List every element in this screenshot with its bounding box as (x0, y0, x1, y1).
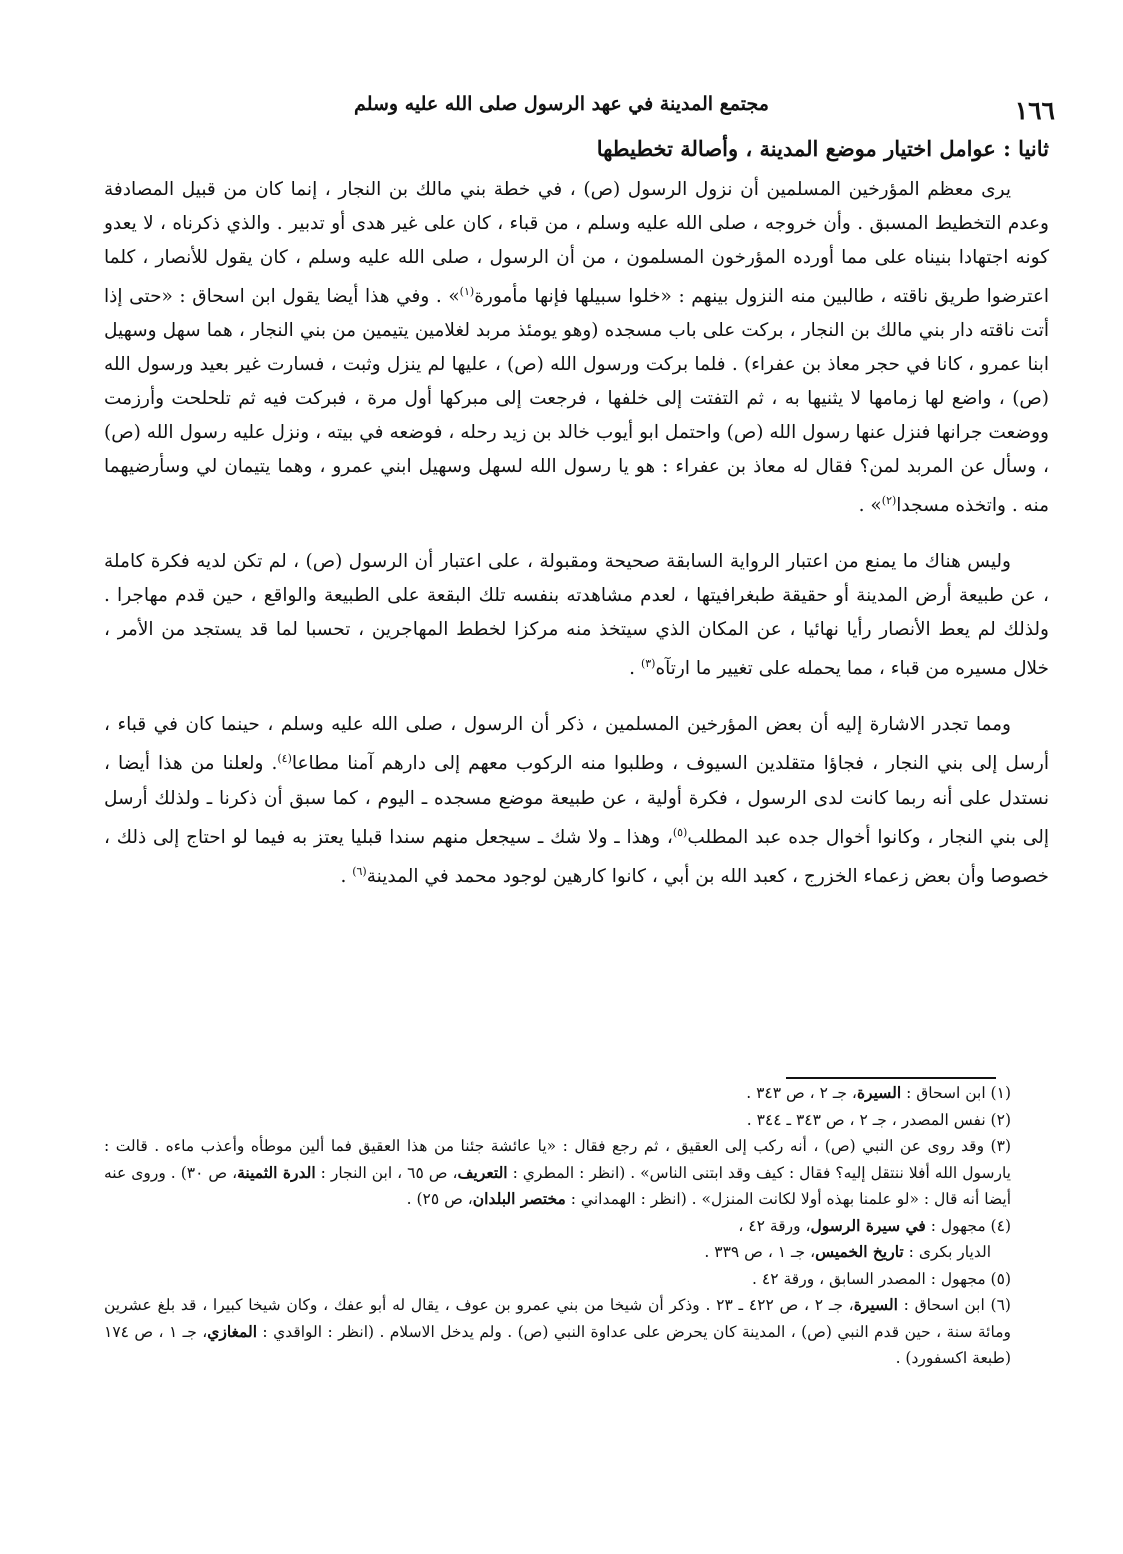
footnote-6 (104, 1292, 1049, 1372)
footnote-source-title: المغازي (207, 1321, 258, 1341)
footnote-text: ، جـ ٢ ، ص ٤٢٢ ـ ٢٣ . وذكر أن شيخا من بني عمرو بن عوف ، يقال له أبو عفك ، وكان شيخا كبيرا ، قد بلغ عشرين ومائة سنة ، حين قدم النبي (ص) ، المدينة كان يحرض على عداوة النبي (ص) . ولم يدخل الاسلام . (انظر : الواقدي : (104, 1296, 1011, 1341)
paragraph-3 (104, 708, 1049, 893)
footnote-ref-6: (٦) (352, 864, 367, 878)
footnote-source-title: في سيرة الرسول (810, 1215, 926, 1235)
footnote-text: (٦) ابن اسحاق : (897, 1296, 1011, 1314)
page-number: ١٦٦ (1014, 96, 1055, 125)
footnote-text: ، ص ٢٥) . (406, 1190, 473, 1208)
footnote-source-title: الدرة الثمينة (237, 1162, 316, 1182)
paragraph-1 (104, 173, 1049, 523)
body-text (104, 173, 1049, 916)
footnote-source-title: مختصر البلدان (472, 1189, 566, 1208)
footnote-source-title: السيرة (853, 1295, 898, 1314)
footnote-text: ، جـ ١ ، ص ٣٣٩ . (704, 1243, 816, 1261)
footnote-text: (٣) وقد روى عن النبي (ص) ، أنه ركب إلى العقيق ، ثم رجع فقال : «يا عائشة جئنا من هذا العقيق فما ألين موطأه وأعذب ماءه . قالت : يارسول الله أفلا ننتقل إليه؟ فقال : كيف وقد ابتنى الناس» . (انظر : المطري : (104, 1137, 1011, 1182)
footnote-text: ، ص ٣٠) . وروى عنه أيضا أنه قال : «لو علمنا بهذه أولا لكانت المنزل» . (انظر : الهمداني : (104, 1163, 1011, 1208)
paragraph-text: » . وفي هذا أيضا يقول ابن اسحاق : «حتى إذا أتت ناقته دار بني مالك بن النجار ، بركت على باب مسجده (وهو يومئذ مربد لغلامين يتيمين من بني النجار ، هما سهل وسهيل ابنا عمرو ، كانا في حجر معاذ بن عفراء) . فلما بركت ورسول الله (ص) ، عليها لم ينزل وثبت ، فسارت غير بعيد ورسول الله (ص) ، واضع لها زمامها لا يثنيها به ، ثم التفتت إلى خلفها ، فرجعت إلى مبركها أول مرة ، فبركت فيه ثم تلحلحت وأرزمت ووضعت جرانها فنزل عنها رسول الله (ص) واحتمل ابو أيوب خالد بن زيد رحله ، فوضعه في بيته ، ونزل عليه رسول الله (ص) ، وسأل عن المربد لمن؟ فقال له معاذ بن عفراء : هو يا رسول الله لسهل وسهيل ابني عمرو ، وهما يتيمان لي وسأرضيهما منه . واتخذه مسجدا (104, 286, 1049, 517)
footnote-text: ، جـ ٢ ، ص ٣٤٣ . (746, 1084, 857, 1102)
paragraph-text: . (340, 865, 353, 887)
section-title: ثانيا : عوامل اختيار موضع المدينة ، وأصالة تخطيطها (596, 136, 1049, 161)
footnote-text: ، ورقة ٤٢ ، (738, 1216, 811, 1235)
footnote-text: (١) ابن اسحاق : (901, 1084, 1011, 1102)
footnote-source-title: التعريف (457, 1162, 508, 1182)
paragraph-text: وليس هناك ما يمنع من اعتبار الرواية السابقة صحيحة ومقبولة ، على اعتبار أن الرسول (ص) ، لم تكن لديه فكرة كاملة ، عن طبيعة أرض المدينة أو حقيقة طبغرافيتها ، لعدم مشاهدته بنفسه تلك البقعة على الطبيعة والواقع ، حين قدم مهاجرا . ولذلك لم يعط الأنصار رأيا نهائيا ، عن المكان الذي سيتخذ منه مركزا لخطط المهاجرين ، تحسبا لما قد يستجد من الأمر ، خلال مسيره من قباء ، مما يحمله على تغيير ما ارتآه (104, 551, 1049, 680)
footnote-ref-3: (٣) (640, 657, 656, 671)
footnote-divider (786, 1077, 996, 1079)
footnote-4 (104, 1213, 1049, 1240)
running-head: مجتمع المدينة في عهد الرسول صلى الله عليه وسلم (354, 93, 769, 115)
footnote-ref-1: (١) (459, 285, 475, 298)
footnote-text: (٤) مجهول : (925, 1216, 1011, 1235)
paragraph-text: » . (858, 495, 882, 517)
footnote-1 (104, 1080, 1049, 1107)
footnote-source-title: تاريخ الخميس (815, 1242, 904, 1261)
paragraph-2 (104, 545, 1049, 686)
footnote-ref-2: (٢) (881, 494, 897, 508)
footnote-source-title: السيرة (856, 1083, 902, 1102)
footnote-text: الديار بكرى : (903, 1243, 991, 1261)
paragraph-text: ، وهذا ـ ولا شك ـ سيجعل منهم سندا قبليا يعتز به فيما لو احتاج إلى ذلك ، خصوصا وأن بعض زعماء الخزرج ، كعبد الله بن أبي ، كانوا كارهين لوجود محمد في المدينة (104, 826, 1049, 887)
footnote-4-continued (104, 1239, 1049, 1266)
footnote-text: ، ص ٦٥ ، ابن النجار : (315, 1163, 458, 1182)
footnote-ref-5: (٥) (672, 825, 688, 839)
paragraph-text: . (629, 658, 641, 680)
paragraph-text: يرى معظم المؤرخين المسلمين أن نزول الرسول (ص) ، في خطة بني مالك بن النجار ، إنما كان من قبيل المصادفة وعدم التخطيط المسبق . وأن خروجه ، صلى الله عليه وسلم ، من قباء ، كان على غير هدى أو تدبير . والذي ذكرناه ، لا يعدو كونه اجتهادا بنيناه على مما أورده المؤرخون المسلمون ، من أن الرسول ، صلى الله عليه وسلم ، كان يقول للأنصار ، كلما اعترضوا طريق ناقته ، طالبين منه النزول بينهم : «خلوا سبيلها فإنها مأمورة (104, 179, 1049, 308)
footnote-2: (٢) نفس المصدر ، جـ ٢ ، ص ٣٤٣ ـ ٣٤٤ . (746, 1110, 1011, 1129)
footnote-3 (104, 1133, 1049, 1213)
footnotes (104, 1080, 1049, 1372)
footnote-ref-4: (٤) (277, 752, 292, 766)
footnote-5: (٥) مجهول : المصدر السابق ، ورقة ٤٢ . (752, 1269, 1011, 1288)
paragraph-text: . ولعلنا من هذا أيضا ، نستدل على أنه ربما كانت لدى الرسول ، فكرة أولية ، عن طبيعة موضع مسجده ـ اليوم ، كما سبق أن ذكرنا ـ ولذلك أرسل إلى بني النجار ، وكانوا أخوال جده عبد المطلب (104, 753, 1049, 848)
paragraph-text: ومما تجدر الاشارة إليه أن بعض المؤرخين المسلمين ، ذكر أن الرسول ، صلى الله عليه وسلم ، حينما كان في قباء ، أرسل إلى بني النجار ، فجاؤا متقلدين السيوف ، وطلبوا منه الركوب معهم إلى دارهم آمنا مطاعا (104, 714, 1050, 775)
footnote-text: ، جـ ١ ، ص ١٧٤ (طبعة اكسفورد) . (104, 1322, 1011, 1367)
